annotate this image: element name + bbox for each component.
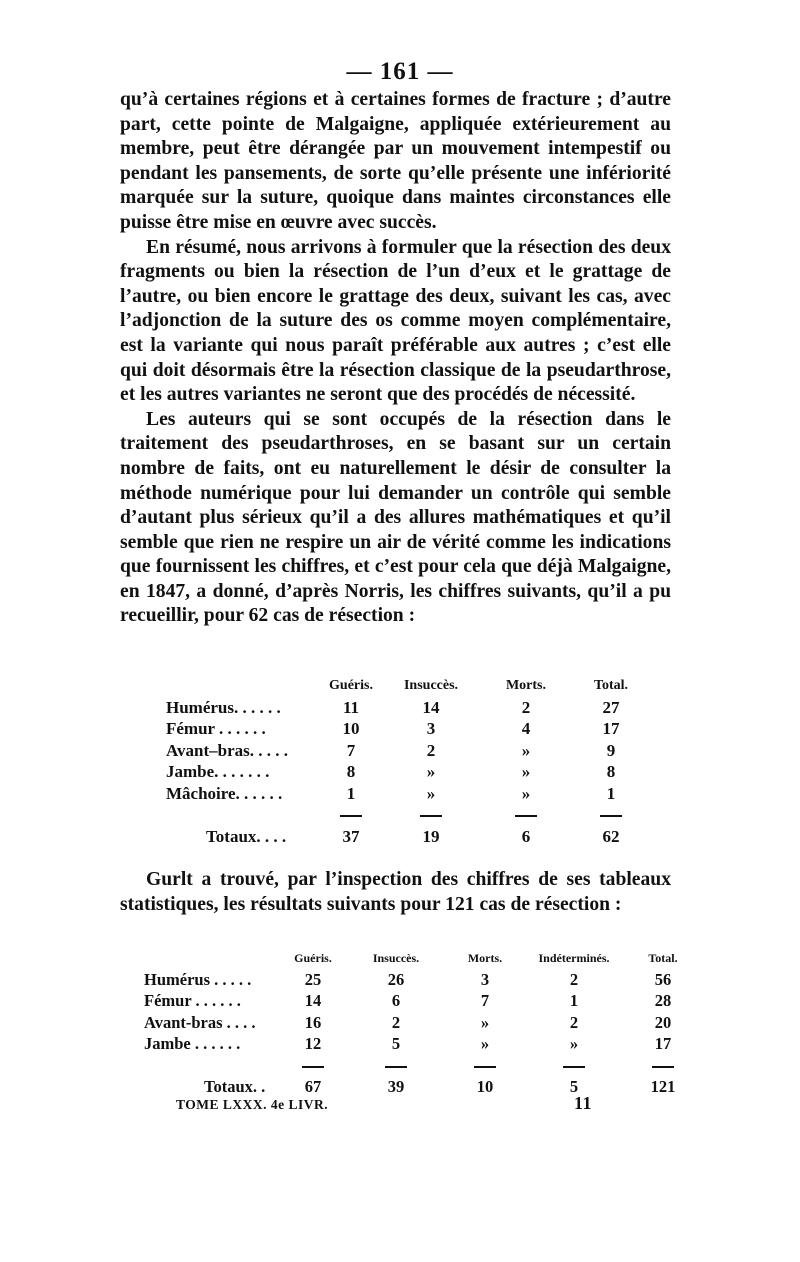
- table-row: [166, 762, 646, 784]
- column-header-gueris: Guéris.: [294, 950, 332, 965]
- table-cell: »: [569, 1034, 579, 1054]
- table-cell: »: [521, 740, 531, 760]
- table-cell: 1: [346, 783, 356, 803]
- table-cell: 121: [650, 1077, 676, 1097]
- table-cell: 17: [602, 719, 620, 739]
- table-row: [144, 991, 703, 1013]
- table-cell: 4: [521, 719, 531, 739]
- sum-rule: [385, 1066, 407, 1068]
- table-cell: 1: [606, 783, 616, 803]
- table-row: [144, 969, 703, 991]
- table-row: [166, 740, 646, 762]
- sum-rule: [600, 815, 622, 817]
- table-cell: 2: [426, 740, 436, 760]
- sum-rule: [340, 815, 362, 817]
- table-cell: 37: [342, 826, 360, 846]
- paragraph-1: qu’à certaines régions et à certaines formes de fracture ; d’autre part, cette pointe de Malgaigne, appliquée extérieurement au membre, peut être dérangée par un mouvement intempestif ou pendant les pansements, de sorte qu’elle présente une infériorité marquée sur la suture, quoique dans maintes circonstances elle puisse être mise en œuvre avec succès.: [120, 89, 671, 233]
- table-cell: 62: [602, 826, 620, 846]
- row-label: Humérus. . . . . .: [166, 697, 281, 717]
- table-cell: »: [480, 1012, 490, 1032]
- table-cell: 3: [426, 719, 436, 739]
- row-label: Avant–bras. . . . .: [166, 740, 288, 760]
- table-cell: 7: [480, 991, 490, 1011]
- sum-rule-row: [166, 805, 646, 827]
- paragraph-4: Gurlt a trouvé, par l’inspection des chiffres de ses tableaux statistiques, les résultats suivants pour 121 cas de résection :: [120, 869, 671, 915]
- table-row: [144, 1012, 703, 1034]
- table-cell: 20: [654, 1012, 672, 1032]
- totals-label: Totaux. .: [204, 1077, 266, 1097]
- totals-row: [166, 826, 646, 848]
- malgaigne-statistics-table: [166, 675, 646, 848]
- table-cell: 2: [569, 969, 579, 989]
- table-cell: 56: [654, 969, 672, 989]
- table-cell: 26: [387, 969, 405, 989]
- sum-rule: [474, 1066, 496, 1068]
- table-header-row: [166, 675, 646, 697]
- row-label: Humérus . . . . .: [144, 969, 252, 989]
- page-number: — 161 —: [346, 58, 454, 85]
- table-cell: 12: [304, 1034, 322, 1054]
- sum-rule-row: [144, 1055, 703, 1077]
- sum-rule: [652, 1066, 674, 1068]
- table-cell: 2: [569, 1012, 579, 1032]
- table-cell: 10: [342, 719, 360, 739]
- table-cell: 8: [606, 762, 616, 782]
- table-row: [166, 697, 646, 719]
- table-cell: 5: [569, 1077, 579, 1097]
- table-cell: 8: [346, 762, 356, 782]
- table-cell: 39: [387, 1077, 405, 1097]
- table-header-row: [144, 947, 703, 969]
- table-cell: 14: [422, 697, 440, 717]
- sum-rule: [563, 1066, 585, 1068]
- body-text-lower: [120, 868, 671, 917]
- column-header-insucces: Insuccès.: [403, 678, 459, 693]
- column-header-morts: Morts.: [467, 950, 503, 965]
- sum-rule: [302, 1066, 324, 1068]
- table-cell: 11: [342, 697, 360, 717]
- page-footer: [176, 1093, 596, 1113]
- row-label: Fémur . . . . . .: [166, 719, 266, 739]
- table-row: [166, 783, 646, 805]
- signature-mark: 11: [574, 1093, 593, 1113]
- table-cell: 10: [476, 1077, 494, 1097]
- table-cell: 27: [602, 697, 620, 717]
- column-header-total: Total.: [648, 950, 678, 965]
- column-header-indetermines: Indéterminés.: [538, 950, 610, 965]
- column-header-insucces: Insuccès.: [372, 950, 420, 965]
- volume-label: TOME LXXX. 4e LIVR.: [176, 1097, 329, 1112]
- row-label: Fémur . . . . . .: [144, 991, 241, 1011]
- table-cell: »: [521, 762, 531, 782]
- row-label: Jambe. . . . . . .: [166, 762, 270, 782]
- table-row: [166, 719, 646, 741]
- column-header: [166, 675, 316, 697]
- table-cell: 17: [654, 1034, 672, 1054]
- table-cell: »: [480, 1034, 490, 1054]
- table-cell: 14: [304, 991, 322, 1011]
- table-cell: 28: [654, 991, 672, 1011]
- paragraph-3: Les auteurs qui se sont occupés de la résection dans le traitement des pseudarthroses, en se basant sur un certain nombre de faits, ont eu naturellement le désir de consulter la méthode numérique pour lui demander un contrôle qui semble d’autant plus sérieux qu’il a des allures mathématiques et qu’il semble que rien ne respire un air de vérité comme les indications que fournissent les chiffres, et c’est pour cela que déjà Malgaigne, en 1847, a donné, d’après Norris, les chiffres suivants, qu’il a pu recueillir, pour 62 cas de résection :: [120, 408, 671, 627]
- column-header: [144, 947, 279, 969]
- sum-rule: [515, 815, 537, 817]
- table-row: [144, 1034, 703, 1056]
- column-header-total: Total.: [593, 678, 629, 693]
- table-cell: »: [521, 783, 531, 803]
- table-cell: 9: [606, 740, 616, 760]
- table-cell: 6: [521, 826, 531, 846]
- table-cell: 6: [391, 991, 401, 1011]
- column-header-morts: Morts.: [505, 678, 547, 693]
- body-text: [120, 88, 671, 629]
- totals-row: [144, 1077, 703, 1099]
- table-cell: »: [426, 783, 436, 803]
- sum-rule: [420, 815, 442, 817]
- table-cell: 16: [304, 1012, 322, 1032]
- table-cell: 3: [480, 969, 490, 989]
- row-label: Mâchoire. . . . . .: [166, 783, 283, 803]
- table-cell: 2: [391, 1012, 401, 1032]
- table-cell: 2: [521, 697, 531, 717]
- table-cell: 7: [346, 740, 356, 760]
- table-cell: 67: [304, 1077, 322, 1097]
- row-label: Avant-bras . . . .: [144, 1012, 256, 1032]
- table-cell: 5: [391, 1034, 401, 1054]
- gurlt-statistics-table: [144, 947, 703, 1098]
- table-cell: 25: [304, 969, 322, 989]
- table-cell: »: [426, 762, 436, 782]
- table-cell: 1: [569, 991, 579, 1011]
- row-label: Jambe . . . . . .: [144, 1034, 241, 1054]
- table-cell: 19: [422, 826, 440, 846]
- totals-label: Totaux. . . .: [206, 826, 287, 846]
- column-header-gueris: Guéris.: [329, 678, 373, 693]
- paragraph-2: En résumé, nous arrivons à formuler que la résection des deux fragments ou bien la résection de l’un d’eux et le grattage de l’autre, ou bien encore le grattage des deux, suivant les cas, avec l’adjonction de la suture des os comme moyen complémentaire, est la variante qui nous paraît préférable aux autres ; c’est elle qui doit désormais être la résection classique de la pseudarthrose, et les autres variantes ne seront que des procédés de nécessité.: [120, 236, 671, 406]
